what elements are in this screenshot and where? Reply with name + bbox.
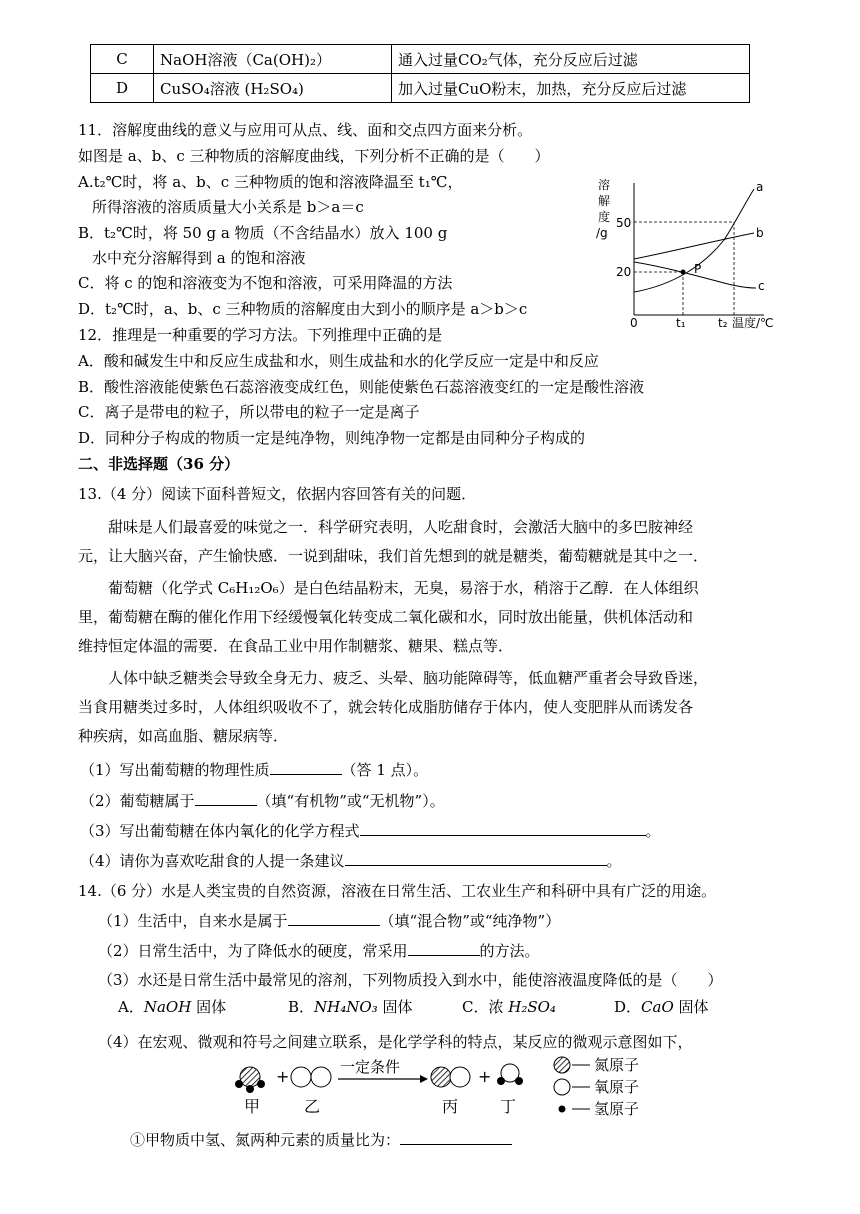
q12-option-b: B．酸性溶液能使紫色石蕊溶液变成红色，则能使紫色石蕊溶液变红的一定是酸性溶液 (78, 378, 645, 396)
q11-option-b-line2: 水中充分溶解得到 a 的饱和溶液 (92, 249, 306, 267)
legend-nitrogen-label: 氮原子 (594, 1056, 640, 1074)
q12-option-c: C．离子是带电的粒子，所以带电的粒子一定是离子 (78, 403, 420, 421)
plus-sign: + (276, 1067, 290, 1086)
q14-option-b (288, 995, 412, 1019)
q14-option-d (614, 995, 709, 1019)
hydrogen-atom (235, 1080, 243, 1088)
y-axis-label-char: /g (596, 226, 608, 240)
q14-sub3: （3）水还是日常生活中最常见的溶剂，下列物质投入到水中，能使溶液温度降低的是（ ） (98, 971, 723, 989)
option-tail: 固体 (377, 998, 413, 1016)
q14-sub4-q1 (130, 1128, 512, 1152)
q13-para3-line1: 人体中缺乏糖类会导致全身无力、疲乏、头晕、脑功能障碍等，低血糖严重者会导致昏迷， (108, 669, 709, 687)
row-substance: CuSO₄溶液 (H₂SO₄) (154, 74, 392, 103)
curve-label-b: b (756, 226, 764, 240)
q13-para2-line1: 葡萄糖（化学式 C₆H₁₂O₆）是白色结晶粉末，无臭，易溶于水，稍溶于乙醇．在人体组织 (108, 579, 699, 597)
q13-para2-line3: 维持恒定体温的需要．在食品工业中用作制糖浆、糖果、糕点等． (78, 637, 514, 655)
section-heading: 二、非选择题（36 分） (78, 455, 240, 473)
answer-blank[interactable] (408, 939, 480, 956)
q14-sub2-tail: 的方法。 (479, 942, 540, 960)
option-formula: H₂SO₄ (508, 998, 556, 1016)
hydrogen-atom (257, 1080, 265, 1088)
tick-label-t2: t₂ (718, 316, 728, 330)
oxygen-atom (291, 1067, 311, 1087)
legend-nitrogen-icon (554, 1057, 570, 1073)
q14-sub1-tail: （填“混合物”或“纯净物”） (379, 912, 561, 930)
answer-blank[interactable] (400, 1128, 512, 1145)
legend-hydrogen-icon (559, 1106, 566, 1113)
row-method: 通入过量CO₂气体，充分反应后过滤 (392, 45, 750, 74)
q14-option-a (118, 995, 226, 1019)
row-method: 加入过量CuO粉末，加热，充分反应后过滤 (392, 74, 750, 103)
y-axis-label-char: 度 (598, 210, 611, 224)
q14-sub2-text: （2）日常生活中，为了降低水的硬度，常采用 (98, 942, 408, 960)
label-yi: 乙 (304, 1097, 321, 1116)
molecule-ding (497, 1064, 523, 1085)
answer-blank[interactable] (270, 758, 342, 775)
y-axis-label-char: 解 (598, 194, 611, 208)
label-ding: 丁 (500, 1097, 517, 1116)
curve-label-c: c (758, 279, 765, 293)
legend-oxygen-icon (554, 1079, 570, 1095)
q13-sub1-tail: （答 1 点）。 (341, 761, 429, 779)
legend-hydrogen-label: 氢原子 (594, 1100, 640, 1118)
table-row (91, 45, 750, 74)
option-letter: C．浓 (462, 998, 509, 1016)
q14-sub4: （4）在宏观、微观和符号之间建立联系，是化学学科的特点，某反应的微观示意图如下， (98, 1033, 693, 1051)
molecule-jia (235, 1067, 265, 1093)
answer-blank[interactable] (195, 789, 257, 806)
row-substance: NaOH溶液（Ca(OH)₂） (154, 45, 392, 74)
q14-sub4-q1-text: ①甲物质中氢、氮两种元素的质量比为： (130, 1131, 401, 1149)
reaction-diagram (228, 1052, 708, 1122)
point-label-p: P (694, 262, 702, 276)
answer-blank[interactable] (288, 909, 380, 926)
legend (554, 1056, 639, 1118)
option-letter: A． (118, 998, 144, 1016)
legend-oxygen-label: 氧原子 (594, 1078, 640, 1096)
arrow-head (420, 1075, 428, 1083)
q13-sub2 (80, 789, 445, 813)
q14-sub1-text: （1）生活中，自来水是属于 (98, 912, 288, 930)
option-letter: B． (288, 998, 315, 1016)
q14-option-c (462, 995, 556, 1019)
q13-para3-line3: 种疾病，如高血脂、糖尿病等． (78, 727, 289, 745)
q13-sub2-text: （2）葡萄糖属于 (80, 792, 195, 810)
option-tail: 固体 (191, 998, 227, 1016)
label-jia: 甲 (244, 1097, 261, 1116)
q14-sub1 (98, 909, 560, 933)
molecule-yi (291, 1067, 331, 1087)
q13-sub3-tail: 。 (645, 822, 661, 840)
q11-option-c: C．将 c 的饱和溶液变为不饱和溶液，可采用降温的方法 (78, 274, 453, 292)
q13-para2-line2: 里，葡萄糖在酶的催化作用下经缓慢氧化转变成二氧化碳和水，同时放出能量，供机体活动和 (78, 608, 694, 626)
hydrogen-atom (515, 1077, 523, 1085)
q13-stem: 13.（4 分）阅读下面科普短文，依据内容回答有关的问题． (78, 485, 477, 503)
hydrogen-atom (497, 1077, 505, 1085)
curve-label-a: a (756, 180, 764, 194)
option-letter: D． (614, 998, 642, 1016)
q13-sub1 (80, 758, 428, 782)
origin-label: 0 (630, 316, 638, 330)
option-formula: CaO (641, 998, 674, 1016)
row-letter: D (91, 74, 154, 103)
hydrogen-atom (246, 1085, 254, 1093)
plus-sign: + (478, 1067, 492, 1086)
row-letter: C (91, 45, 154, 74)
oxygen-atom (311, 1067, 331, 1087)
q11-option-d: D．t₂℃时，a、b、c 三种物质的溶解度由大到小的顺序是 a＞b＞c (78, 300, 528, 318)
q13-sub2-tail: （填“有机物”或“无机物”）。 (256, 792, 445, 810)
solubility-chart (594, 175, 784, 335)
q14-stem: 14.（6 分）水是人类宝贵的自然资源，溶液在日常生活、工农业生产和科研中具有广泛的用途。 (78, 882, 717, 900)
q13-sub1-text: （1）写出葡萄糖的物理性质 (80, 761, 270, 779)
q13-para1-line2: 元，让大脑兴奋，产生愉快感．一说到甜味，我们首先想到的就是糖类，葡萄糖就是其中之一． (78, 547, 709, 565)
tick-label-t1: t₁ (676, 316, 686, 330)
q11-stem-1: 11．溶解度曲线的意义与应用可从点、线、面和交点四方面来分析。 (78, 121, 533, 139)
q11-option-a-line1: A.t₂℃时，将 a、b、c 三种物质的饱和溶液降温至 t₁℃， (78, 173, 463, 191)
options-table (90, 44, 750, 103)
q11-stem-2: 如图是 a、b、c 三种物质的溶解度曲线，下列分析不正确的是（ ） (78, 147, 550, 165)
q13-sub4-text: （4）请你为喜欢吃甜食的人提一条建议 (80, 852, 345, 870)
curve-a (634, 189, 754, 292)
q11-option-b-line1: B．t₂℃时，将 50 g a 物质（不含结晶水）放入 100 g (78, 224, 448, 242)
table-row (91, 74, 750, 103)
q12-option-d: D．同种分子构成的物质一定是纯净物，则纯净物一定都是由同种分子构成的 (78, 429, 586, 447)
q13-para3-line2: 当食用糖类过多时，人体组织吸收不了，就会转化成脂肪储存于体内，使人变肥胖从而诱发各 (78, 698, 694, 716)
q13-sub4-tail: 。 (606, 852, 622, 870)
x-axis-label: 温度/℃ (732, 316, 774, 330)
option-formula: NaOH (143, 998, 192, 1016)
intersection-point-p (681, 270, 686, 275)
y-axis-label-char: 溶 (598, 178, 611, 192)
molecule-bing (431, 1067, 470, 1087)
curve-b (634, 233, 754, 259)
q12-option-a: A．酸和碱发生中和反应生成盐和水，则生成盐和水的化学反应一定是中和反应 (78, 352, 599, 370)
tick-label-50: 50 (616, 216, 632, 230)
q13-para1-line1: 甜味是人们最喜爱的味觉之一．科学研究表明，人吃甜食时，会激活大脑中的多巴胺神经 (108, 518, 694, 536)
q11-option-a-line2: 所得溶液的溶质质量大小关系是 b＞a＝c (92, 198, 364, 216)
q12-stem: 12．推理是一种重要的学习方法。下列推理中正确的是 (78, 326, 443, 344)
nitrogen-atom (431, 1067, 451, 1087)
q13-sub3-text: （3）写出葡萄糖在体内氧化的化学方程式 (80, 822, 360, 840)
q14-sub2 (98, 939, 540, 963)
reaction-condition: 一定条件 (340, 1058, 401, 1076)
q13-sub4 (80, 849, 622, 873)
answer-blank[interactable] (360, 819, 646, 836)
tick-label-20: 20 (616, 265, 632, 279)
option-formula: NH₄NO₃ (314, 998, 378, 1016)
q13-sub3 (80, 819, 661, 843)
option-tail: 固体 (673, 998, 709, 1016)
answer-blank[interactable] (345, 849, 607, 866)
label-bing: 丙 (442, 1097, 459, 1116)
oxygen-atom (450, 1067, 470, 1087)
